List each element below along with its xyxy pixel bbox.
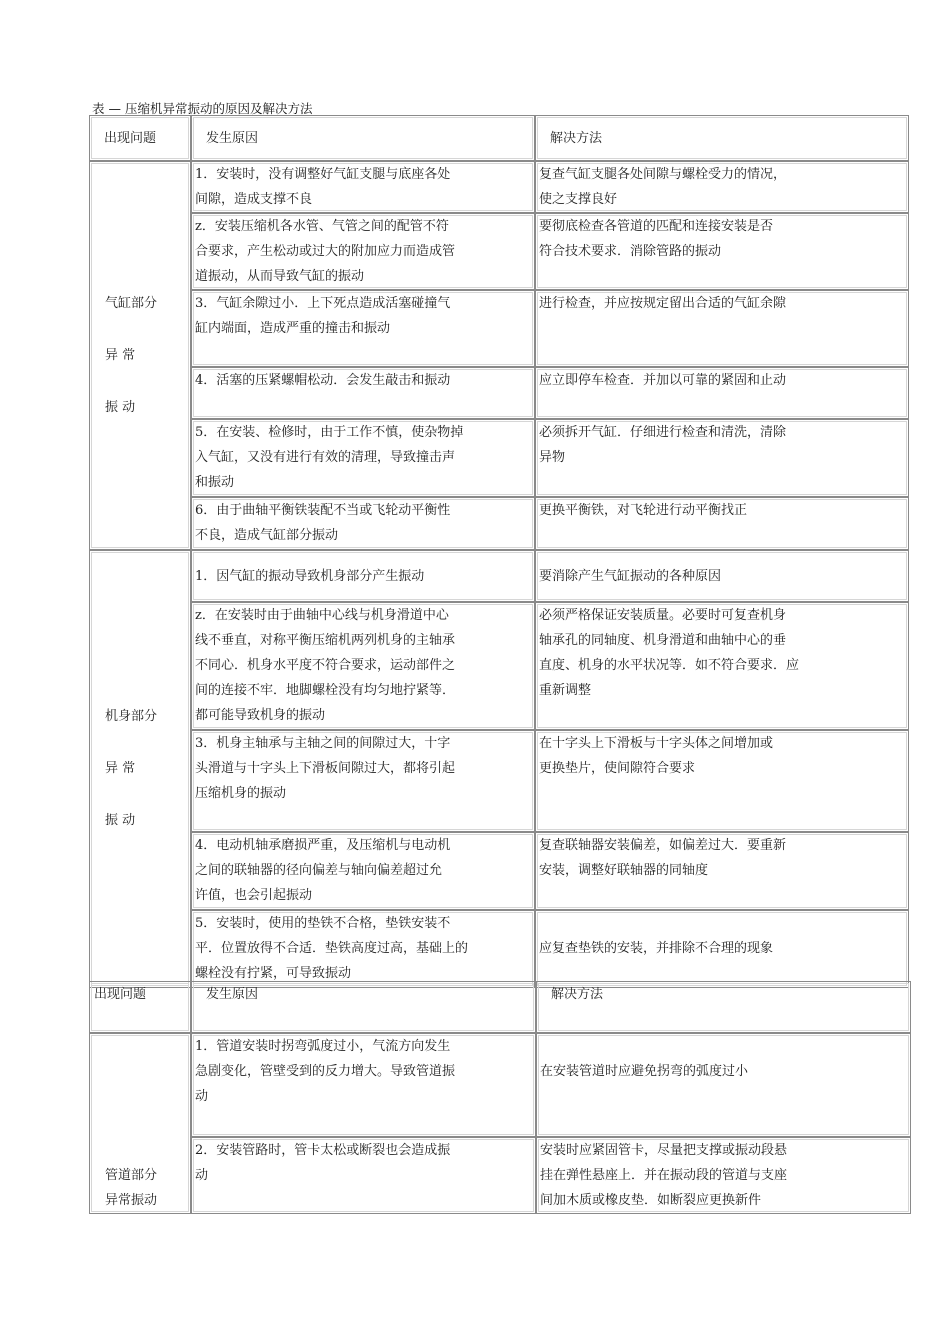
solution-cell: 在十字头上下滑板与十字头体之间增加或 更换垫片，使间隙符合要求	[535, 730, 909, 832]
table-row	[89, 419, 909, 497]
solution-cell: 应立即停车检查．并加以可靠的紧固和止动	[535, 367, 909, 419]
cause-cell: 4．电动机轴承磨损严重，及压缩机与电动机 之间的联轴器的径向偏差与轴向偏差超过允 许值，也会引起振动	[191, 832, 535, 910]
solution-cell: 复查气缸支腿各处间隙与螺栓受力的情况， 使之支撑良好	[535, 161, 909, 213]
table-row	[89, 290, 909, 367]
header-problem: 出现问题	[89, 115, 191, 161]
header-cause: 发生原因	[191, 981, 536, 1033]
table-header-row	[89, 981, 911, 1033]
table-row	[89, 910, 909, 988]
cause-cell: 2．安装管路时，管卡太松或断裂也会造成振 动	[191, 1137, 536, 1214]
solution-cell: 在安装管道时应避免拐弯的弧度过小	[536, 1033, 911, 1137]
header-solution: 解决方法	[535, 115, 909, 161]
table-caption: 表 — 压缩机异常振动的原因及解决方法	[92, 101, 313, 116]
table-row	[89, 1033, 911, 1137]
solution-cell: 必须拆开气缸．仔细进行检查和清洗，清除 异物	[535, 419, 909, 497]
vibration-table-part-1	[89, 115, 909, 988]
table-row	[89, 550, 909, 602]
header-cause: 发生原因	[191, 115, 535, 161]
solution-cell: 要消除产生气缸振动的各种原因	[535, 550, 909, 602]
cause-cell: z．安装压缩机各水管、气管之间的配管不符 合要求，产生松动或过大的附加应力而造成管 道振动，从而导致气缸的振动	[191, 213, 535, 290]
cause-cell: z．在安装时由于曲轴中心线与机身滑道中心 线不垂直，对称平衡压缩机两列机身的主轴承 不同心．机身水平度不符合要求，运动部件之 间的连接不牢．地脚螺栓没有均匀地拧紧等． 都可能导致机身的振动	[191, 602, 535, 730]
cause-cell: 1．安装时，没有调整好气缸支腿与底座各处 间隙，造成支撑不良	[191, 161, 535, 213]
cause-cell: 3．机身主轴承与主轴之间的间隙过大，十字 头滑道与十字头上下滑板间隙过大，都将引起 压缩机身的振动	[191, 730, 535, 832]
solution-cell: 安装时应紧固管卡，尽量把支撑或振动段悬 挂在弹性悬座上．并在振动段的管道与支座 间加木质或橡皮垫．如断裂应更换新件	[536, 1137, 911, 1214]
table-row	[89, 367, 909, 419]
cause-cell: 6．由于曲轴平衡铁装配不当或飞轮动平衡性 不良，造成气缸部分振动	[191, 497, 535, 550]
solution-cell: 进行检查，并应按规定留出合适的气缸余隙	[535, 290, 909, 367]
table-header-row	[89, 115, 909, 161]
category-body: 机身部分 异 常 振 动	[89, 550, 191, 988]
table-row	[89, 730, 909, 832]
header-problem: 出现问题	[89, 981, 191, 1033]
table-row	[89, 497, 909, 550]
table-row	[89, 602, 909, 730]
table-row	[89, 161, 909, 213]
cause-cell: 4．活塞的压紧螺帽松动．会发生敲击和振动	[191, 367, 535, 419]
table-row	[89, 1137, 911, 1214]
vibration-table-part-2	[89, 981, 911, 1214]
cause-cell: 3．气缸余隙过小．上下死点造成活塞碰撞气 缸内端面，造成严重的撞击和振动	[191, 290, 535, 367]
table-row	[89, 832, 909, 910]
cause-cell: 5．在安装、检修时，由于工作不慎，使杂物掉 入气缸，又没有进行有效的清理，导致撞击声 和振动	[191, 419, 535, 497]
solution-cell: 复查联轴器安装偏差，如偏差过大．要重新 安装，调整好联轴器的同轴度	[535, 832, 909, 910]
cause-cell: 5．安装时，使用的垫铁不合格，垫铁安装不 平．位置放得不合适．垫铁高度过高，基础上的 螺栓没有拧紧，可导致振动	[191, 910, 535, 988]
solution-cell: 应复查垫铁的安装，并排除不合理的现象	[535, 910, 909, 988]
solution-cell: 要彻底检查各管道的匹配和连接安装是否 符合技术要求．消除管路的振动	[535, 213, 909, 290]
cause-cell: 1．因气缸的振动导致机身部分产生振动	[191, 550, 535, 602]
category-cylinder: 气缸部分 异 常 振 动	[89, 161, 191, 550]
cause-cell: 1．管道安装时拐弯弧度过小，气流方向发生 急剧变化，管壁受到的反力增大。导致管道振 动	[191, 1033, 536, 1137]
table-row	[89, 213, 909, 290]
solution-cell: 更换平衡铁，对飞轮进行动平衡找正	[535, 497, 909, 550]
category-pipe: 管道部分 异常振动	[89, 1033, 191, 1214]
solution-cell: 必须严格保证安装质量。必要时可复查机身 轴承孔的同轴度、机身滑道和曲轴中心的垂 直度、机身的水平状况等．如不符合要求．应 重新调整	[535, 602, 909, 730]
header-solution: 解决方法	[536, 981, 911, 1033]
